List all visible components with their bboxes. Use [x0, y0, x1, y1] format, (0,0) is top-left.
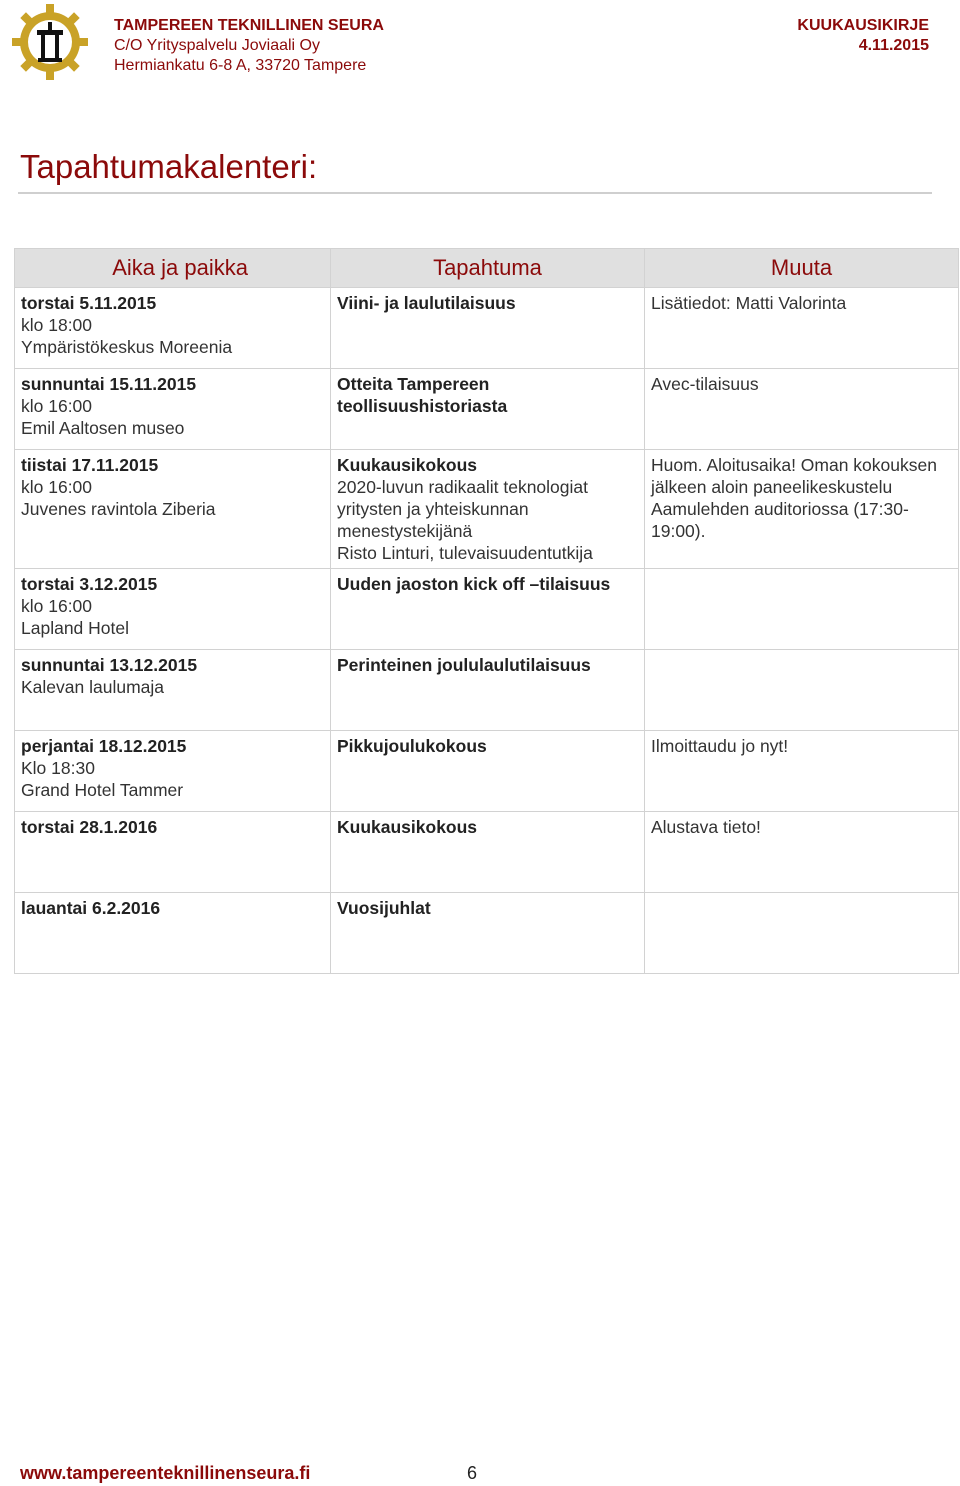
event-date: perjantai 18.12.2015	[21, 736, 187, 756]
org-name: TAMPEREEN TEKNILLINEN SEURA	[114, 17, 384, 34]
event-title: Vuosijuhlat	[337, 898, 431, 918]
org-address-line2: Hermiankatu 6-8 A, 33720 Tampere	[114, 57, 367, 74]
table-row	[15, 812, 959, 893]
table-row	[15, 369, 959, 450]
document-meta	[797, 16, 929, 56]
event-time-place: Klo 18:30 Grand Hotel Tammer	[21, 758, 184, 800]
table-row	[15, 731, 959, 812]
column-header-notes: Muuta	[645, 249, 959, 288]
event-time-place: klo 16:00 Emil Aaltosen museo	[21, 396, 185, 438]
event-title: Pikkujoulukokous	[337, 736, 487, 756]
event-title: Otteita Tampereen teollisuushistoriasta	[337, 374, 508, 416]
event-date: torstai 28.1.2016	[21, 817, 158, 837]
event-note: Lisätiedot: Matti Valorinta	[651, 293, 847, 313]
column-header-event: Tapahtuma	[331, 249, 645, 288]
event-title: Perinteinen joululaulutilaisuus	[337, 655, 591, 675]
event-calendar-table	[14, 248, 959, 974]
event-note: Avec-tilaisuus	[651, 374, 759, 394]
gear-tower-logo-icon	[10, 2, 90, 82]
event-time-place: Kalevan laulumaja	[21, 677, 165, 697]
title-divider	[18, 192, 932, 194]
event-date: tiistai 17.11.2015	[21, 455, 159, 475]
event-title: Viini- ja laulutilaisuus	[337, 293, 516, 313]
organization-block	[114, 16, 384, 76]
table-row	[15, 893, 959, 974]
table-row	[15, 650, 959, 731]
table-row	[15, 450, 959, 569]
document-type: KUUKAUSIKIRJE	[797, 17, 929, 34]
event-detail: 2020-luvun radikaalit teknologiat yritysten ja yhteiskunnan menestystekijänä Risto Linturi, tulevaisuudentutkija	[337, 477, 593, 563]
org-address-line1: C/O Yrityspalvelu Joviaali Oy	[114, 37, 320, 54]
event-date: sunnuntai 13.12.2015	[21, 655, 198, 675]
event-date: lauantai 6.2.2016	[21, 898, 161, 918]
event-note: Alustava tieto!	[651, 817, 761, 837]
event-date: torstai 5.11.2015	[21, 293, 157, 313]
event-date: sunnuntai 15.11.2015	[21, 374, 197, 394]
document-date: 4.11.2015	[858, 37, 929, 54]
footer-website-link[interactable]: www.tampereenteknillinenseura.fi	[20, 1463, 311, 1483]
event-title: Kuukausikokous	[337, 455, 478, 475]
event-time-place: klo 18:00 Ympäristökeskus Moreenia	[21, 315, 233, 357]
page-number: 6	[467, 1463, 478, 1483]
event-note: Huom. Aloitusaika! Oman kokouksen jälkeen aloin paneelikeskustelu Aamulehden auditoriossa (17:30-19:00).	[651, 455, 937, 541]
table-row	[15, 569, 959, 650]
event-time-place: klo 16:00 Lapland Hotel	[21, 596, 129, 638]
event-time-place: klo 16:00 Juvenes ravintola Ziberia	[21, 477, 216, 519]
event-title: Kuukausikokous	[337, 817, 478, 837]
event-date: torstai 3.12.2015	[21, 574, 158, 594]
table-row	[15, 288, 959, 369]
event-note: Ilmoittaudu jo nyt!	[651, 736, 789, 756]
page-title: Tapahtumakalenteri:	[20, 148, 318, 185]
table-header-row	[15, 249, 959, 288]
event-title: Uuden jaoston kick off –tilaisuus	[337, 574, 611, 594]
column-header-time-place: Aika ja paikka	[15, 249, 331, 288]
